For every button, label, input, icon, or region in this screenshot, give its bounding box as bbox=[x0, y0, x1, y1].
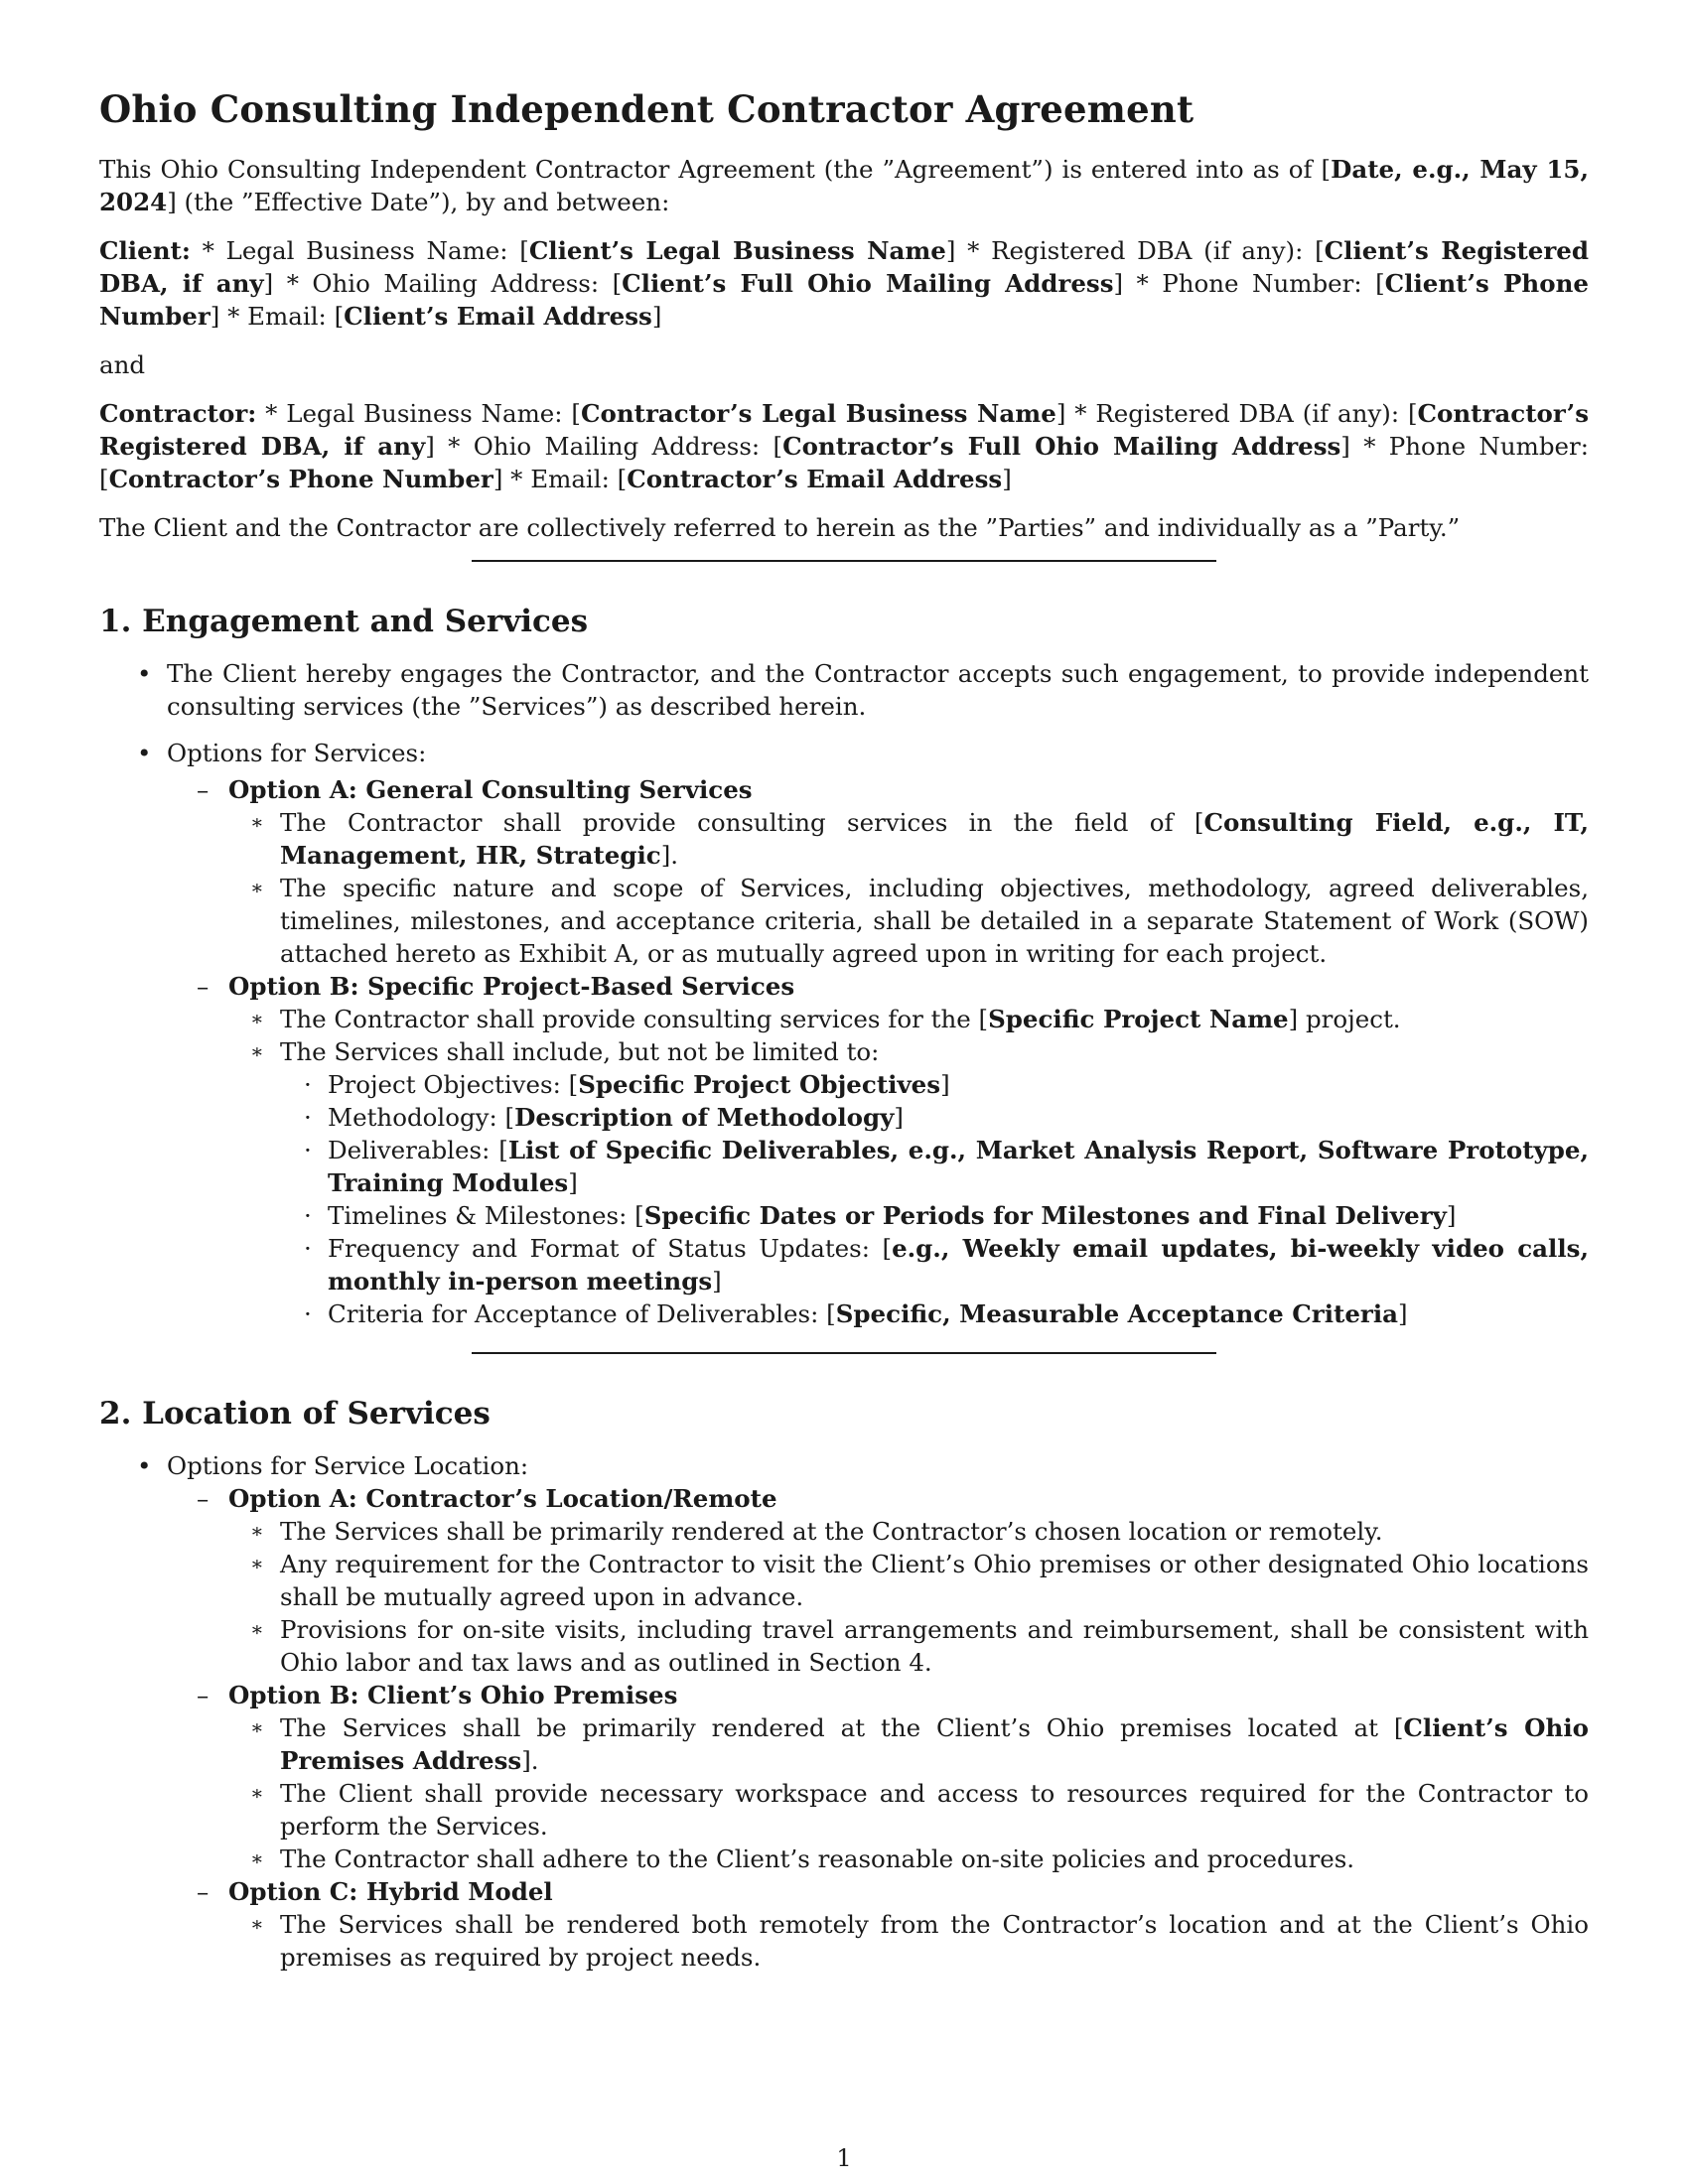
methodology-placeholder: Description of Methodology bbox=[514, 1103, 895, 1132]
list-item-text: Project Objectives: [ bbox=[328, 1070, 579, 1099]
location-options-list bbox=[167, 1482, 1589, 1974]
list-item-text: ]. bbox=[660, 841, 679, 870]
bullet-marker: • bbox=[137, 739, 152, 767]
option-label: Option A: Contractor’s Location/Remote bbox=[228, 1484, 777, 1513]
list-item-text: Options for Service Location: bbox=[167, 1451, 529, 1480]
list-item-text: The Services shall be primarily rendered at the Contractor’s chosen location or remotely. bbox=[280, 1517, 1383, 1546]
client-address-placeholder: Client’s Full Ohio Mailing Address bbox=[622, 269, 1114, 298]
client-phone-placeholder: Client’s Phone Number bbox=[99, 269, 1589, 331]
option-item bbox=[99, 773, 1589, 970]
star-marker: ∗ bbox=[250, 1617, 264, 1641]
list-item bbox=[99, 737, 1589, 1330]
list-item-text: Timelines & Milestones: [ bbox=[328, 1201, 644, 1230]
list-item bbox=[99, 1134, 1589, 1199]
and-text: and bbox=[99, 350, 146, 379]
intro-text: This Ohio Consulting Independent Contractor Agreement (the ”Agreement”) is entered into as of [ bbox=[99, 155, 1332, 184]
list-item bbox=[99, 1101, 1589, 1134]
star-marker: ∗ bbox=[250, 810, 264, 834]
effective-date-placeholder: Date, e.g., May 15, 2024 bbox=[99, 155, 1589, 216]
star-marker: ∗ bbox=[250, 1519, 264, 1543]
intro-text: ] (the ”Effective Date”), by and between: bbox=[167, 188, 670, 216]
section-heading-location: 2. Location of Services bbox=[99, 1396, 491, 1432]
contractor-text: ] * Registered DBA (if any): [ bbox=[1055, 399, 1418, 428]
client-text: ] * Registered DBA (if any): [ bbox=[945, 236, 1325, 265]
dot-marker: · bbox=[304, 1136, 312, 1164]
list-item-text: ] bbox=[568, 1168, 578, 1197]
objectives-placeholder: Specific Project Objectives bbox=[578, 1070, 941, 1099]
document-title: Ohio Consulting Independent Contractor Agreement bbox=[99, 87, 1195, 131]
intro-paragraph bbox=[99, 153, 1589, 218]
option-item bbox=[99, 1679, 1589, 1875]
client-block bbox=[99, 234, 1589, 333]
list-item-text: Frequency and Format of Status Updates: [ bbox=[328, 1234, 893, 1263]
premises-address-placeholder: Client’s Ohio Premises Address bbox=[280, 1713, 1589, 1775]
contractor-phone-placeholder: Contractor’s Phone Number bbox=[108, 465, 493, 493]
list-item-text: The Contractor shall provide consulting services for the [ bbox=[280, 1005, 989, 1033]
document-page bbox=[99, 87, 1589, 1987]
star-marker: ∗ bbox=[250, 876, 264, 899]
list-item-text: The Client shall provide necessary workspace and access to resources required for the Contractor to perform the Services. bbox=[280, 1779, 1589, 1841]
option-details-list bbox=[228, 1908, 1589, 1974]
contractor-text: ] * Phone Number: [ bbox=[99, 432, 1590, 493]
list-item bbox=[99, 806, 1589, 872]
list-item bbox=[99, 1548, 1589, 1613]
list-item-text: ] bbox=[940, 1070, 950, 1099]
list-item-text: ] bbox=[894, 1103, 904, 1132]
client-name-placeholder: Client’s Legal Business Name bbox=[528, 236, 946, 265]
list-item bbox=[99, 1449, 1589, 1974]
list-item-text: Methodology: [ bbox=[328, 1103, 515, 1132]
project-name-placeholder: Specific Project Name bbox=[988, 1005, 1289, 1033]
dash-marker: – bbox=[197, 775, 210, 804]
contractor-block bbox=[99, 397, 1589, 495]
list-item bbox=[99, 1035, 1589, 1330]
list-item bbox=[99, 1843, 1589, 1875]
dot-marker: · bbox=[304, 1201, 312, 1230]
list-item bbox=[99, 1908, 1589, 1974]
list-item-text: Criteria for Acceptance of Deliverables: [ bbox=[328, 1299, 836, 1328]
consulting-field-placeholder: Consulting Field, e.g., IT, Management, HR, Strategic bbox=[280, 808, 1589, 870]
list-item-text: The Services shall include, but not be limited to: bbox=[280, 1037, 880, 1066]
list-item bbox=[99, 1297, 1589, 1330]
horizontal-rule bbox=[472, 1352, 1216, 1354]
list-item-text: Any requirement for the Contractor to visit the Client’s Ohio premises or other designated Ohio locations shall be mutually agreed upon in advance. bbox=[280, 1550, 1589, 1611]
star-marker: ∗ bbox=[250, 1846, 264, 1870]
list-item-text: The Client hereby engages the Contractor, and the Contractor accepts such engagement, to provide independent consulting services (the ”Services”) as described herein. bbox=[167, 659, 1589, 721]
client-text: ] * Phone Number: [ bbox=[1113, 269, 1385, 298]
section-divider bbox=[99, 560, 1589, 562]
section1-list bbox=[99, 657, 1589, 1330]
section-divider bbox=[99, 1352, 1589, 1354]
service-options-list bbox=[167, 773, 1589, 1330]
dot-marker: · bbox=[304, 1103, 312, 1132]
client-text: * Legal Business Name: [ bbox=[190, 236, 529, 265]
client-label: Client: bbox=[99, 236, 191, 265]
option-label: Option C: Hybrid Model bbox=[228, 1877, 553, 1906]
timelines-placeholder: Specific Dates or Periods for Milestones and Final Delivery bbox=[643, 1201, 1447, 1230]
list-item-text: The Services shall be primarily rendered at the Client’s Ohio premises located at [ bbox=[280, 1713, 1404, 1742]
section-heading-engagement: 1. Engagement and Services bbox=[99, 604, 589, 639]
acceptance-criteria-placeholder: Specific, Measurable Acceptance Criteria bbox=[835, 1299, 1398, 1328]
option-details-list bbox=[228, 1711, 1589, 1875]
client-text: ] * Email: [ bbox=[210, 302, 345, 331]
contractor-label: Contractor: bbox=[99, 399, 257, 428]
list-item-text: ] project. bbox=[1288, 1005, 1401, 1033]
list-item-text: The Contractor shall adhere to the Client’s reasonable on-site policies and procedures. bbox=[280, 1844, 1355, 1873]
list-item-text: Deliverables: [ bbox=[328, 1136, 508, 1164]
bullet-marker: • bbox=[137, 659, 152, 688]
list-item bbox=[99, 1068, 1589, 1101]
contractor-dba-placeholder: Contractor’s Registered DBA, if any bbox=[99, 399, 1589, 461]
list-item bbox=[99, 1515, 1589, 1548]
list-item bbox=[99, 1777, 1589, 1843]
option-item bbox=[99, 1875, 1589, 1974]
star-marker: ∗ bbox=[250, 1715, 264, 1739]
option-label: Option B: Client’s Ohio Premises bbox=[228, 1681, 678, 1709]
option-label: Option A: General Consulting Services bbox=[228, 775, 753, 804]
page-number: 1 bbox=[836, 2144, 852, 2172]
list-item bbox=[99, 1613, 1589, 1679]
option-item bbox=[99, 1482, 1589, 1679]
list-item-text: The Contractor shall provide consulting services in the field of [ bbox=[280, 808, 1204, 837]
dash-marker: – bbox=[197, 1877, 210, 1906]
contractor-text: ] bbox=[1002, 465, 1012, 493]
star-marker: ∗ bbox=[250, 1912, 264, 1936]
list-item-text: ] bbox=[1398, 1299, 1408, 1328]
list-item bbox=[99, 1232, 1589, 1297]
contractor-text: * Legal Business Name: [ bbox=[256, 399, 581, 428]
deliverables-placeholder: List of Specific Deliverables, e.g., Market Analysis Report, Software Prototype, Training Modules bbox=[328, 1136, 1589, 1197]
list-item-text: The specific nature and scope of Services, including objectives, methodology, agreed deliverables, timelines, milestones, and acceptance criteria, shall be detailed in a separate Statement of Work (SOW) attached hereto as Exhibit A, or as mutually agreed upon in writing for each project. bbox=[280, 874, 1589, 968]
client-text: ] * Ohio Mailing Address: [ bbox=[263, 269, 623, 298]
option-label: Option B: Specific Project-Based Services bbox=[228, 972, 795, 1001]
section2-list bbox=[99, 1449, 1589, 1974]
list-item-text: ]. bbox=[521, 1746, 539, 1775]
star-marker: ∗ bbox=[250, 1039, 264, 1063]
option-details-list bbox=[228, 806, 1589, 970]
dot-marker: · bbox=[304, 1234, 312, 1263]
list-item bbox=[99, 1003, 1589, 1035]
list-item-text: Provisions for on-site visits, including travel arrangements and reimbursement, shall be consistent with Ohio labor and tax laws and as outlined in Section 4. bbox=[280, 1615, 1589, 1677]
contractor-name-placeholder: Contractor’s Legal Business Name bbox=[581, 399, 1056, 428]
client-text: ] bbox=[651, 302, 662, 331]
contractor-address-placeholder: Contractor’s Full Ohio Mailing Address bbox=[782, 432, 1341, 461]
list-item-text: ] bbox=[712, 1267, 722, 1296]
dash-marker: – bbox=[197, 1681, 210, 1709]
dot-marker: · bbox=[304, 1299, 312, 1328]
list-item bbox=[99, 1199, 1589, 1232]
star-marker: ∗ bbox=[250, 1552, 264, 1575]
option-details-list bbox=[228, 1515, 1589, 1679]
contractor-text: ] * Email: [ bbox=[492, 465, 628, 493]
option-item bbox=[99, 970, 1589, 1330]
contractor-email-placeholder: Contractor’s Email Address bbox=[627, 465, 1003, 493]
contractor-text: ] * Ohio Mailing Address: [ bbox=[425, 432, 783, 461]
dot-marker: · bbox=[304, 1070, 312, 1099]
bullet-marker: • bbox=[137, 1451, 152, 1480]
parties-paragraph: The Client and the Contractor are collectively referred to herein as the ”Parties” and individually as a ”Party.” bbox=[99, 513, 1461, 542]
star-marker: ∗ bbox=[250, 1007, 264, 1030]
list-item bbox=[99, 657, 1589, 723]
dash-marker: – bbox=[197, 972, 210, 1001]
list-item-text: The Services shall be rendered both remotely from the Contractor’s location and at the Client’s Ohio premises as required by project needs. bbox=[280, 1910, 1589, 1972]
horizontal-rule bbox=[472, 560, 1216, 562]
list-item-text: ] bbox=[1446, 1201, 1457, 1230]
star-marker: ∗ bbox=[250, 1781, 264, 1805]
client-dba-placeholder: Client’s Registered DBA, if any bbox=[99, 236, 1589, 298]
client-email-placeholder: Client’s Email Address bbox=[344, 302, 652, 331]
list-item bbox=[99, 872, 1589, 970]
project-details-list bbox=[280, 1068, 1589, 1330]
list-item bbox=[99, 1711, 1589, 1777]
dash-marker: – bbox=[197, 1484, 210, 1513]
option-details-list bbox=[228, 1003, 1589, 1330]
list-item-text: Options for Services: bbox=[167, 739, 427, 767]
status-updates-placeholder: e.g., Weekly email updates, bi-weekly video calls, monthly in-person meetings bbox=[328, 1234, 1589, 1296]
